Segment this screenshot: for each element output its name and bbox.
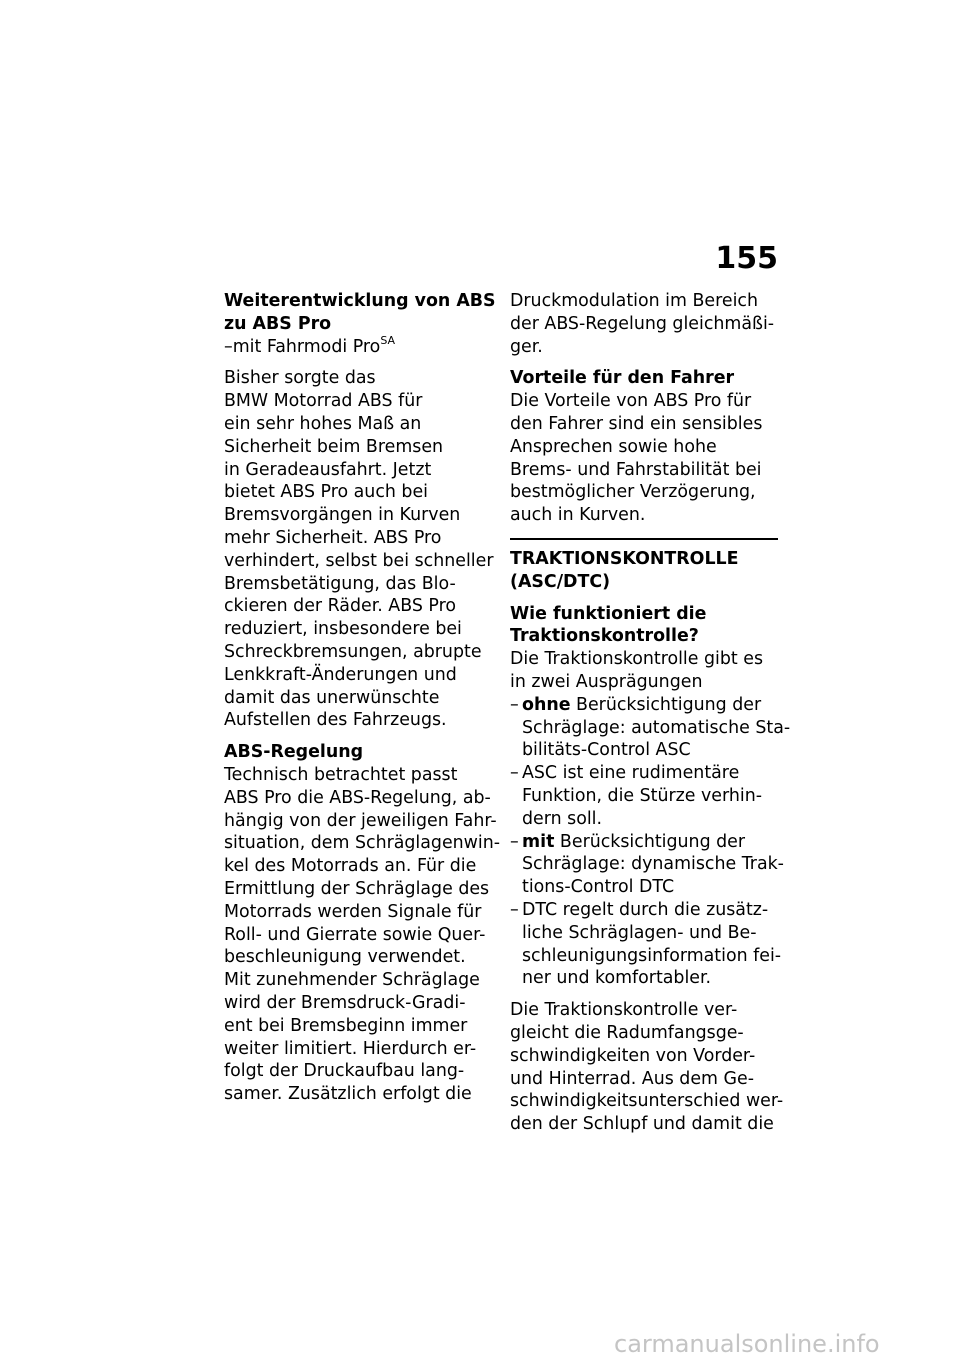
text-line: Die Traktionskontrolle ver- [510,1000,738,1021]
question-heading-line-2: Traktionskontrolle? [510,626,699,647]
text-line: der ABS-Regelung gleichmäßi- [510,313,775,334]
paragraph-abs-intro [224,367,494,732]
list-item-line: schleunigungsinformation fei- [522,945,782,966]
section-title-line-2: (ASC/DTC) [510,571,611,592]
text-line: bestmöglicher Verzögerung, [510,482,756,503]
list-item-line: tions-Control DTC [522,877,675,898]
subheading-fahrmodi [224,333,494,359]
dash-list [510,694,791,990]
sa-superscript: SA [380,333,396,347]
section-title-line-1: TRAKTIONSKONTROLLE [510,548,739,569]
text-line: Bisher sorgte das [224,368,376,389]
text-line: folgt der Druckaufbau lang- [224,1061,465,1082]
text-line: schwindigkeiten von Vorder- [510,1045,756,1066]
text-line: Lenkkraft-Änderungen und [224,664,457,685]
dash-marker: – [510,899,519,920]
text-line: ckieren der Räder. ABS Pro [224,596,456,617]
text-line: damit das unerwünschte [224,687,440,708]
list-item-first-line [510,694,782,717]
text-line: ger. [510,336,543,357]
right-column [510,290,791,1136]
text-line: BMW Motorrad ABS für [224,391,423,412]
text-line: in Geradeausfahrt. Jetzt [224,459,432,480]
list-item-text: Berücksichtigung der [554,831,746,852]
text-line: Schreckbremsungen, abrupte [224,641,482,662]
list-item [510,831,782,899]
paragraph-traktion [510,999,782,1136]
text-line: Ansprechen sowie hohe [510,436,717,457]
list-item-line: Schräglage: dynamische Trak- [522,854,784,875]
intro-line-2: in zwei Ausprägungen [510,671,703,692]
intro-line-1: Die Traktionskontrolle gibt es [510,649,764,670]
text-line: Technisch betrachtet passt [224,764,458,785]
text-line: gleicht die Radumfangsge- [510,1022,744,1043]
section-divider [510,538,778,540]
text-line: reduziert, insbesondere bei [224,619,462,640]
text-line: Bremsbetätigung, das Blo- [224,573,456,594]
list-item-first-line [510,899,782,922]
text-line: Brems- und Fahrstabilität bei [510,459,762,480]
page-number: 155 [715,241,778,276]
text-line: hängig von der jeweiligen Fahr- [224,810,497,831]
list-item-line: dern soll. [522,808,603,829]
heading-abs-pro-line-2: zu ABS Pro [224,313,332,334]
dash-marker: – [510,831,519,852]
text-line: und Hinterrad. Aus dem Ge- [510,1068,754,1089]
list-item-line: Funktion, die Stürze verhin- [522,785,763,806]
heading-abs-pro-line-1: Weiterentwicklung von ABS [224,291,496,311]
paragraph-abs-regelung [224,764,501,1106]
subheading-text: –mit Fahrmodi Pro [224,336,381,357]
watermark: carmanualsonline.info [614,1330,880,1358]
text-line: samer. Zusätzlich erfolgt die [224,1084,472,1105]
text-line: ABS Pro die ABS-Regelung, ab- [224,787,491,808]
dash-marker: – [510,763,519,784]
text-line: Ermittlung der Schräglage des [224,878,490,899]
list-item-line: bilitäts-Control ASC [522,740,691,761]
text-line: Bremsvorgängen in Kurven [224,505,461,526]
text-line: den der Schlupf und damit die [510,1114,774,1135]
list-item-text: ASC ist eine rudimentäre [522,763,740,784]
list-item-line: Schräglage: automatische Sta- [522,717,791,738]
list-item-bold: mit [522,831,555,852]
list-item-line: ner und komfortabler. [522,968,712,989]
text-line: Druckmodulation im Bereich [510,291,758,311]
left-column [224,290,501,1106]
text-line: weiter limitiert. Hierdurch er- [224,1038,477,1059]
text-line: kel des Motorrads an. Für die [224,856,477,877]
text-line: verhindert, selbst bei schneller [224,550,494,571]
list-item-text: DTC regelt durch die zusätz- [522,899,769,920]
text-line: Aufstellen des Fahrzeugs. [224,710,447,731]
list-item-line: liche Schräglagen- und Be- [522,922,757,943]
list-item-first-line [510,762,782,785]
text-line: den Fahrer sind ein sensibles [510,413,763,434]
text-line: situation, dem Schräglagenwin- [224,833,501,854]
text-line: ent bei Bremsbeginn immer [224,1015,468,1036]
list-item-text: Berücksichtigung der [570,694,762,715]
text-line: Sicherheit beim Bremsen [224,436,444,457]
text-line: mehr Sicherheit. ABS Pro [224,527,442,548]
text-line: Motorrads werden Signale für [224,901,482,922]
paragraph-continuation [510,290,782,358]
list-item [510,694,791,762]
text-line: beschleunigung verwendet. [224,947,466,968]
text-line: wird der Bremsdruck-Gradi- [224,992,466,1013]
list-item-first-line [510,831,782,854]
paragraph-vorteile [510,390,782,527]
dash-marker: – [510,694,519,715]
text-line: auch in Kurven. [510,505,646,526]
text-line: Mit zunehmender Schräglage [224,970,480,991]
text-line: schwindigkeitsunterschied wer- [510,1091,784,1112]
list-item [510,762,782,830]
text-line: Roll- und Gierrate sowie Quer- [224,924,486,945]
heading-abs-regelung: ABS-Regelung [224,742,364,763]
text-line: Die Vorteile von ABS Pro für [510,391,752,412]
text-line: bietet ABS Pro auch bei [224,482,428,503]
list-item [510,899,782,990]
heading-vorteile: Vorteile für den Fahrer [510,368,735,389]
question-heading-line-1: Wie funktioniert die [510,603,707,624]
list-item-bold: ohne [522,694,571,715]
text-line: ein sehr hohes Maß an [224,413,422,434]
